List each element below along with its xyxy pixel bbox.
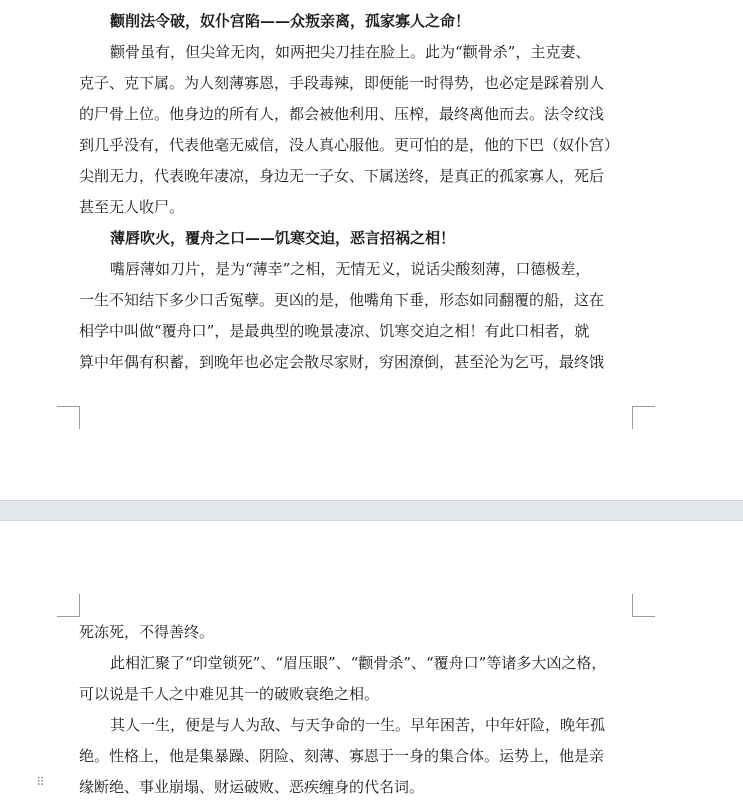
paragraph-line: 甚至无人收尸。 <box>79 198 185 216</box>
paragraph-line: 相学中叫做“覆舟口”，是最典型的晚景凄凉、饥寒交迫之相！有此口相者，就 <box>79 322 590 340</box>
document-page-2 <box>0 521 743 806</box>
paragraph-line: 此相汇聚了“印堂锁死”、“眉压眼”、“颧骨杀”、“覆舟口”等诸多大凶之格， <box>110 654 607 672</box>
margin-corner-bottom-left <box>57 406 80 429</box>
paragraph-line: 的尸骨上位。他身边的所有人，都会被他利用、压榨，最终离他而去。法令纹浅 <box>79 105 605 123</box>
drag-handle-icon[interactable]: ⠿ <box>36 775 46 789</box>
paragraph-line: 颧骨虽有，但尖耸无肉，如两把尖刀挂在脸上。此为“颧骨杀”，主克妻、 <box>110 43 591 61</box>
margin-corner-bottom-right <box>632 406 655 429</box>
page-2-body <box>79 617 632 803</box>
paragraph-line: 嘴唇薄如刀片，是为“薄幸”之相，无情无义，说话尖酸刻薄，口德极差， <box>110 260 591 278</box>
paragraph-line: 其人一生，便是与人为敌、与天争命的一生。早年困苦，中年奸险，晚年孤 <box>110 716 606 734</box>
paragraph-line: 算中年偶有积蓄，到晚年也必定会散尽家财，穷困潦倒，甚至沦为乞丐，最终饿 <box>79 353 605 371</box>
margin-corner-top-right <box>632 594 655 617</box>
paragraph-line: 到几乎没有，代表他毫无威信，没人真心服他。更可怕的是，他的下巴（奴仆宫） <box>79 136 620 154</box>
paragraph-line: 尖削无力，代表晚年凄凉，身边无一子女、下属送终，是真正的孤家寡人，死后 <box>79 167 605 185</box>
paragraph-line: 死冻死，不得善终。 <box>79 623 215 641</box>
section-heading: 薄唇吹火，覆舟之口——饥寒交迫，恶言招祸之相！ <box>110 229 456 247</box>
page-1-body <box>79 6 632 378</box>
paragraph-line: 一生不知结下多少口舌冤孽。更凶的是，他嘴角下垂，形态如同翻覆的船，这在 <box>79 291 605 309</box>
paragraph-line: 克子、克下属。为人刻薄寡恩，手段毒辣，即便能一时得势，也必定是踩着别人 <box>79 74 605 92</box>
margin-corner-top-left <box>57 594 80 617</box>
section-heading: 颧削法令破，奴仆宫陷——众叛亲离，孤家寡人之命！ <box>110 12 471 30</box>
paragraph-line: 缘断绝、事业崩塌、财运破败、恶疾缠身的代名词。 <box>79 778 425 796</box>
page-gap <box>0 500 743 521</box>
paragraph-line: 可以说是千人之中难见其一的破败衰绝之相。 <box>79 685 380 703</box>
paragraph-line: 绝。性格上，他是集暴躁、阴险、刻薄、寡恩于一身的集合体。运势上，他是亲 <box>79 747 605 765</box>
